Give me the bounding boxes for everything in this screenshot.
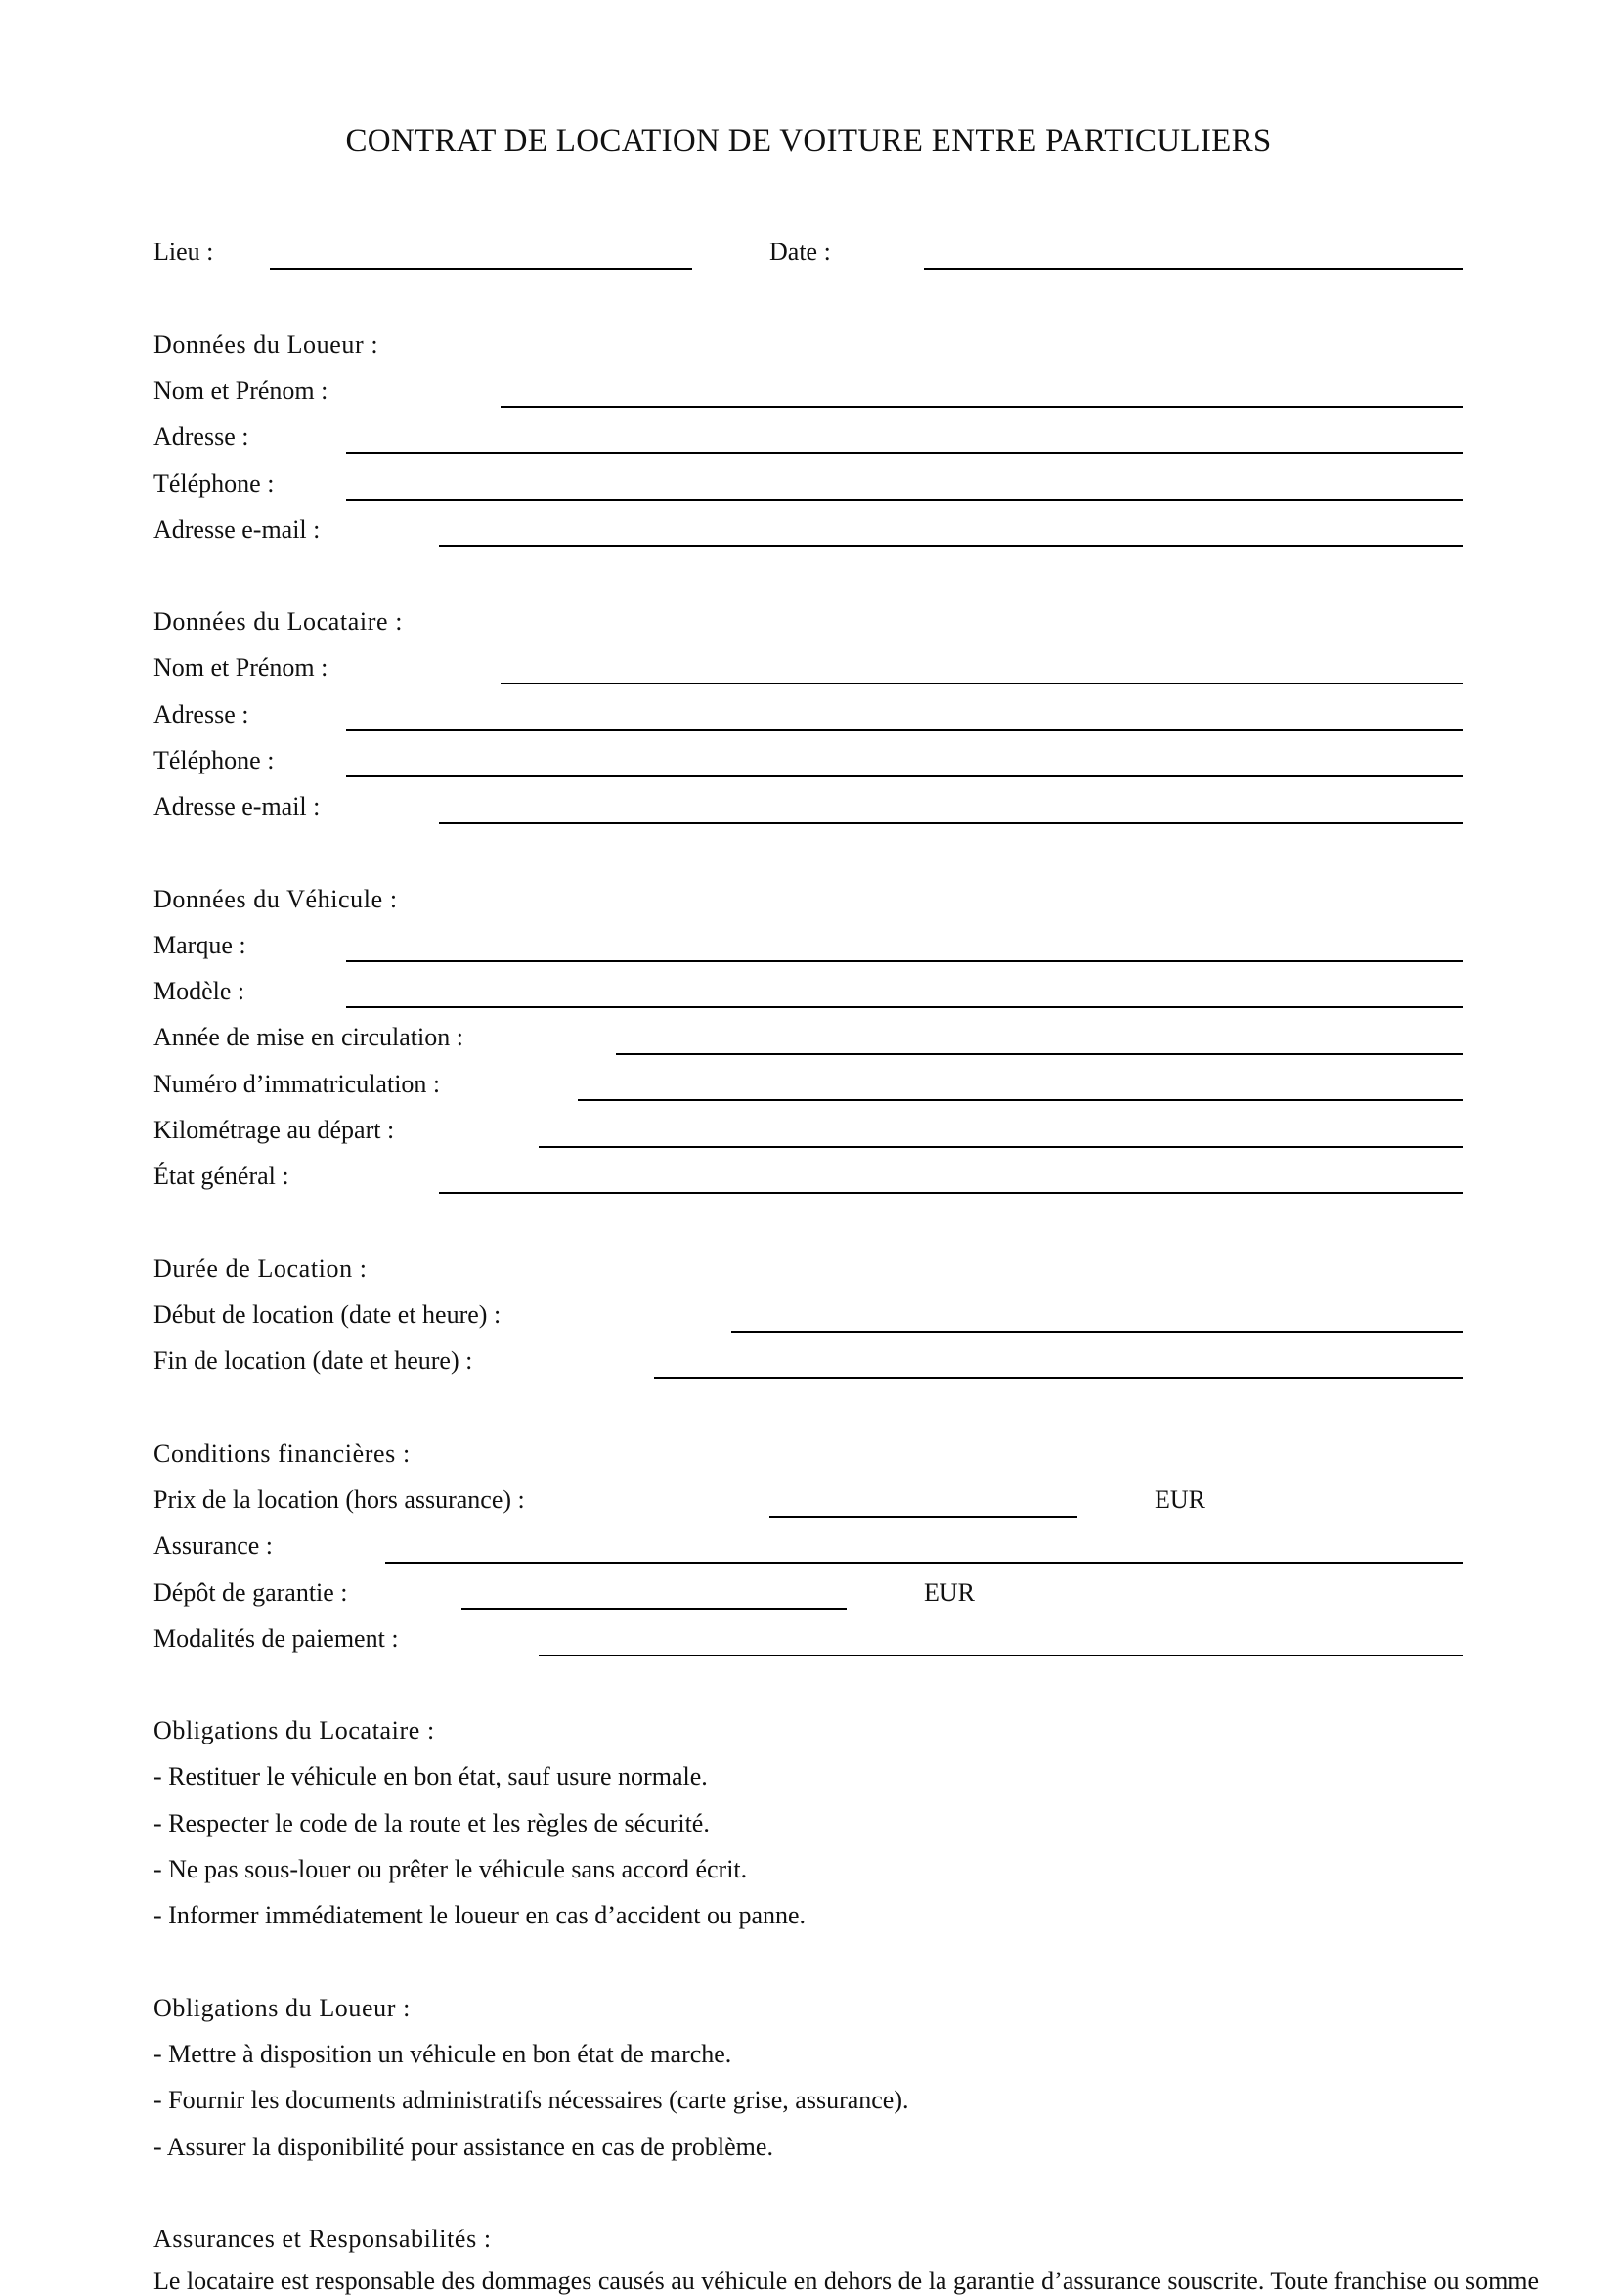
loueur-nom-label: Nom et Prénom : xyxy=(153,376,328,405)
depot-field[interactable] xyxy=(461,1608,847,1610)
duree-heading: Durée de Location : xyxy=(153,1255,368,1283)
list-item: - Assurer la disponibilité pour assistance en cas de problème. xyxy=(153,2133,773,2161)
kilometrage-label: Kilométrage au départ : xyxy=(153,1116,395,1144)
loueur-nom-field[interactable] xyxy=(501,406,1463,408)
locataire-telephone-label: Téléphone : xyxy=(153,746,275,774)
debut-field[interactable] xyxy=(731,1331,1463,1333)
loueur-email-label: Adresse e-mail : xyxy=(153,515,321,544)
loueur-heading: Données du Loueur : xyxy=(153,331,379,359)
assurance-label: Assurance : xyxy=(153,1531,274,1560)
loueur-adresse-label: Adresse : xyxy=(153,422,249,451)
obligations-loueur-heading: Obligations du Loueur : xyxy=(153,1994,411,2022)
page-title: CONTRAT DE LOCATION DE VOITURE ENTRE PARTICULIERS xyxy=(345,123,1272,158)
list-item: - Ne pas sous-louer ou prêter le véhicule sans accord écrit. xyxy=(153,1855,748,1883)
financier-heading: Conditions financières : xyxy=(153,1439,411,1468)
depot-label: Dépôt de garantie : xyxy=(153,1578,348,1607)
fin-field[interactable] xyxy=(654,1377,1463,1379)
prix-field[interactable] xyxy=(769,1516,1077,1518)
locataire-nom-field[interactable] xyxy=(501,683,1463,684)
kilometrage-field[interactable] xyxy=(539,1146,1463,1148)
prix-currency: EUR xyxy=(1155,1485,1205,1514)
debut-label: Début de location (date et heure) : xyxy=(153,1301,502,1329)
annee-label: Année de mise en circulation : xyxy=(153,1023,463,1051)
lieu-label: Lieu : xyxy=(153,238,214,266)
loueur-email-field[interactable] xyxy=(439,545,1463,547)
prix-label: Prix de la location (hors assurance) : xyxy=(153,1485,525,1514)
immatriculation-field[interactable] xyxy=(578,1099,1463,1101)
list-item: - Informer immédiatement le loueur en cas d’accident ou panne. xyxy=(153,1901,807,1929)
modele-label: Modèle : xyxy=(153,977,245,1005)
marque-label: Marque : xyxy=(153,931,246,959)
locataire-adresse-label: Adresse : xyxy=(153,700,249,729)
list-item: - Restituer le véhicule en bon état, sauf usure normale. xyxy=(153,1762,708,1790)
locataire-nom-label: Nom et Prénom : xyxy=(153,653,328,682)
obligations-locataire-heading: Obligations du Locataire : xyxy=(153,1716,435,1744)
fin-label: Fin de location (date et heure) : xyxy=(153,1347,473,1375)
date-field[interactable] xyxy=(924,268,1463,270)
loueur-telephone-label: Téléphone : xyxy=(153,469,275,498)
locataire-heading: Données du Locataire : xyxy=(153,607,404,636)
assurances-paragraph: Le locataire est responsable des dommages causés au véhicule en dehors de la garantie d’assurance souscrite. Toute franchise ou somme xyxy=(153,2267,1540,2295)
etat-field[interactable] xyxy=(439,1192,1463,1194)
modele-field[interactable] xyxy=(346,1006,1463,1008)
marque-field[interactable] xyxy=(346,960,1463,962)
locataire-email-field[interactable] xyxy=(439,822,1463,824)
assurance-field[interactable] xyxy=(385,1562,1463,1564)
annee-field[interactable] xyxy=(616,1053,1463,1055)
lieu-field[interactable] xyxy=(270,268,692,270)
depot-currency: EUR xyxy=(924,1578,975,1607)
immatriculation-label: Numéro d’immatriculation : xyxy=(153,1070,441,1098)
etat-label: État général : xyxy=(153,1162,289,1190)
loueur-adresse-field[interactable] xyxy=(346,452,1463,454)
list-item: - Respecter le code de la route et les règles de sécurité. xyxy=(153,1809,710,1837)
assurances-heading: Assurances et Responsabilités : xyxy=(153,2225,492,2253)
locataire-email-label: Adresse e-mail : xyxy=(153,792,321,820)
locataire-telephone-field[interactable] xyxy=(346,775,1463,777)
list-item: - Fournir les documents administratifs nécessaires (carte grise, assurance). xyxy=(153,2086,909,2114)
vehicule-heading: Données du Véhicule : xyxy=(153,885,398,913)
loueur-telephone-field[interactable] xyxy=(346,499,1463,501)
list-item: - Mettre à disposition un véhicule en bon état de marche. xyxy=(153,2040,732,2068)
date-label: Date : xyxy=(769,238,831,266)
paiement-label: Modalités de paiement : xyxy=(153,1624,399,1653)
locataire-adresse-field[interactable] xyxy=(346,729,1463,731)
paiement-field[interactable] xyxy=(539,1655,1463,1656)
